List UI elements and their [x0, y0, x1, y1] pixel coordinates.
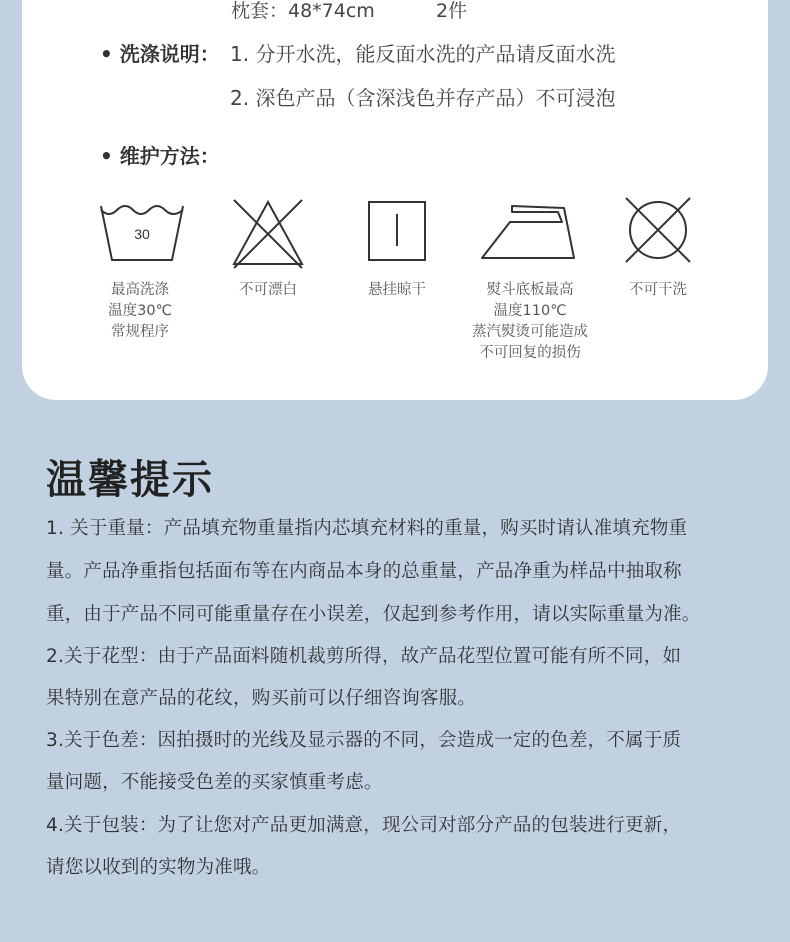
tips-title: 温馨提示 [46, 457, 214, 503]
tip-line: 2.关于花型：由于产品面料随机裁剪所得，故产品花型位置可能有所不同，如 [46, 646, 682, 667]
tip-line: 请您以收到的实物为准哦。 [46, 857, 271, 878]
wash-30-icon [98, 202, 186, 264]
wash-instructions-label: • 洗涤说明： [100, 42, 220, 66]
wash-instruction-line-2: 2. 深色产品（含深浅色并存产品）不可浸泡 [230, 86, 616, 110]
iron-icon [480, 200, 578, 262]
no-dry-clean-icon [622, 194, 694, 266]
no-bleach-caption: 不可漂白 [239, 282, 297, 298]
hang-dry-caption: 悬挂晾干 [368, 282, 426, 298]
tip-line: 量问题，不能接受色差的买家慎重考虑。 [46, 772, 383, 793]
pillowcase-size: 枕套：48*74cm [231, 0, 375, 22]
wash-30-caption: 最高洗涤 温度30℃ 常规程序 [108, 282, 172, 340]
tip-line: 1. 关于重量：产品填充物重量指内芯填充材料的重量，购买时请认准填充物重 [46, 518, 688, 539]
tip-line: 重，由于产品不同可能重量存在小误差，仅起到参考作用，请以实际重量为准。 [46, 604, 701, 625]
no-dry-clean-caption: 不可干洗 [629, 282, 687, 298]
maintenance-label: • 维护方法： [100, 144, 220, 168]
no-bleach-icon [230, 196, 306, 270]
tip-line: 果特别在意产品的花纹，购买前可以仔细咨询客服。 [46, 688, 477, 709]
tip-line: 量。产品净重指包括面布等在内商品本身的总重量，产品净重为样品中抽取称 [46, 561, 682, 582]
wash-instruction-line-1: 1. 分开水洗，能反面水洗的产品请反面水洗 [230, 42, 616, 66]
iron-caption: 熨斗底板最高 温度110℃ 蒸汽熨烫可能造成 不可回复的损伤 [472, 282, 588, 361]
hang-dry-icon [367, 200, 427, 262]
pillowcase-qty: 2件 [436, 0, 468, 22]
wash-temp-text: 30 [134, 226, 150, 242]
tip-line: 3.关于色差：因拍摄时的光线及显示器的不同，会造成一定的色差，不属于质 [46, 730, 682, 751]
tip-line: 4.关于包装：为了让您对产品更加满意，现公司对部分产品的包装进行更新， [46, 815, 682, 836]
